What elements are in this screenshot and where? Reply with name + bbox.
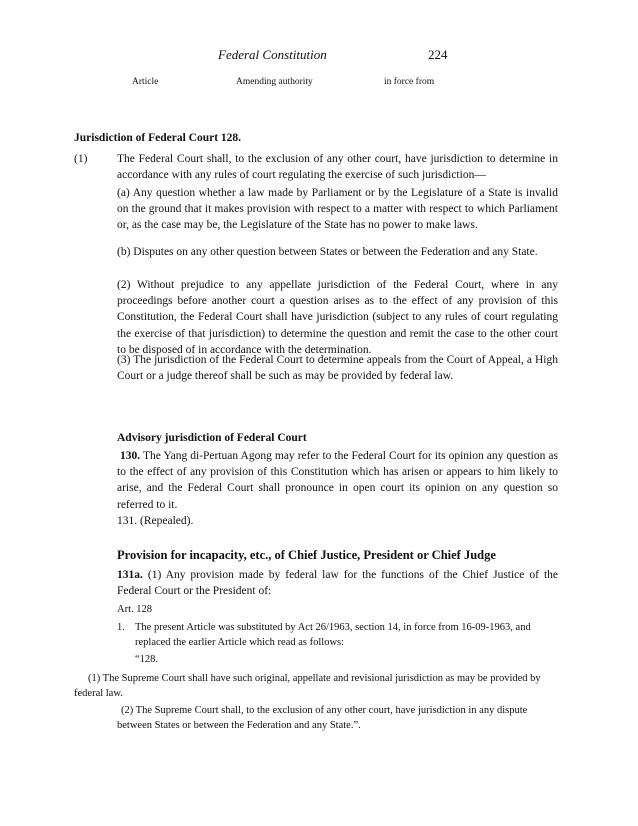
article-131-text: 131. (Repealed). [117, 515, 194, 527]
article-128-heading: Jurisdiction of Federal Court 128. [74, 132, 242, 144]
column-header-article: Article [132, 77, 159, 87]
article-128-clause-2: (2) Without prejudice to any appellate jurisdiction of the Federal Court, where in any proceedings before another court a question arises as to the effect of any provision of this Constitution, the Federal Court shall have jurisdiction (subject to any rules of court regulating the exercise of that jurisdiction) to determine the question and remit the case to the other court to be disposed of in accordance with the determination. [117, 279, 558, 356]
page-number: 224 [428, 47, 448, 62]
footnote-quoted-clause-2: (2) The Supreme Court shall, to the exclusion of any other court, have jurisdiction in any dispute between States or between the Federation and any State.”. [117, 705, 528, 731]
article-131a-heading: Provision for incapacity, etc., of Chief Justice, President or Chief Judge [117, 548, 496, 562]
article-130-text: The Yang di-Pertuan Agong may refer to the Federal Court for its opinion any question as to the effect of any provision of this Constitution which has arisen or appears to him likely to arise, and the Federal Court shall pronounce in open court its opinion on any question so referred to it. [117, 450, 558, 511]
article-128-paragraph-b: (b) Disputes on any other question between States or between the Federation and any State. [117, 246, 538, 258]
article-130-number: 130. [120, 450, 141, 462]
clause-number-1: (1) [74, 153, 88, 165]
article-131a-text: (1) Any provision made by federal law for the functions of the Chief Justice of the Federal Court or the President of: [117, 569, 558, 598]
footnote-quote-start: “128. [135, 654, 159, 665]
page-header-title: Federal Constitution [218, 47, 327, 62]
footnote-number: 1. [117, 622, 125, 633]
article-128-paragraph-a: (a) Any question whether a law made by Parliament or by the Legislature of a State is invalid on the ground that it makes provision with respect to a matter with respect to which Parliament or, as the case may be, the Legislature of the State has no power to make laws. [117, 187, 558, 232]
article-130-heading: Advisory jurisdiction of Federal Court [117, 432, 307, 444]
article-131a-number: 131a. [117, 569, 143, 581]
article-128-clause-3: (3) The jurisdiction of the Federal Court to determine appeals from the Court of Appeal, a High Court or a judge thereof shall be such as may be provided by federal law. [117, 354, 558, 383]
column-header-in-force-from: in force from [384, 77, 435, 87]
article-128-clause-1: The Federal Court shall, to the exclusion of any other court, have jurisdiction to determine in accordance with any rules of court regulating the exercise of such jurisdiction— [117, 153, 558, 182]
column-header-amending-authority: Amending authority [236, 77, 313, 87]
footnote-quoted-clause-1: (1) The Supreme Court shall have such original, appellate and revisional jurisdiction as may be provided by federal law. [74, 673, 541, 699]
footnote-text: The present Article was substituted by Act 26/1963, section 14, in force from 16-09-1963, and replaced the earlier Article which read as follows: [135, 622, 531, 648]
footnote-article-reference: Art. 128 [117, 604, 152, 615]
